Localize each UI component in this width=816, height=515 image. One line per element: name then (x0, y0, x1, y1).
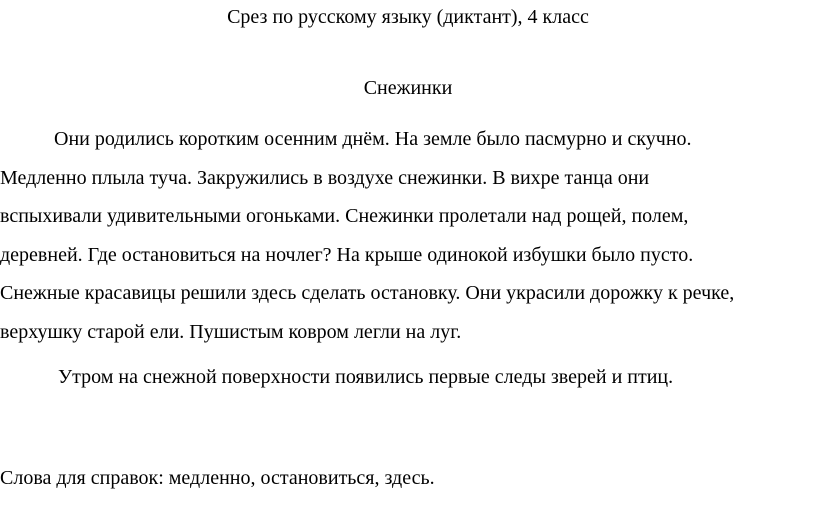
story-title: Снежинки (363, 77, 453, 99)
document-header: Срез по русскому языку (диктант), 4 класс (227, 6, 589, 28)
paragraph-1-line: Медленно плыла туча. Закружились в воздухе снежинки. В вихре танца они (0, 166, 650, 189)
paragraph-1 (0, 120, 816, 351)
paragraph-2: Утром на снежной поверхности появились первые следы зверей и птиц. (58, 366, 674, 388)
paragraph-1-line: деревней. Где остановиться на ночлег? На крыше одинокой избушки было пусто. (0, 243, 694, 266)
paragraph-1-line: Снежные красавицы решили здесь сделать остановку. Они украсили дорожку к речке, (0, 282, 735, 304)
paragraph-1-line: Они родились коротким осенним днём. На земле было пасмурно и скучно. (54, 128, 692, 150)
paragraph-1-line: верхушку старой ели. Пушистым ковром легли на луг. (0, 320, 462, 343)
paragraph-1-line: вспыхивали удивительными огоньками. Снежинки пролетали над рощей, полем, (0, 205, 689, 227)
reference-words: Слова для справок: медленно, остановиться, здесь. (0, 467, 435, 489)
